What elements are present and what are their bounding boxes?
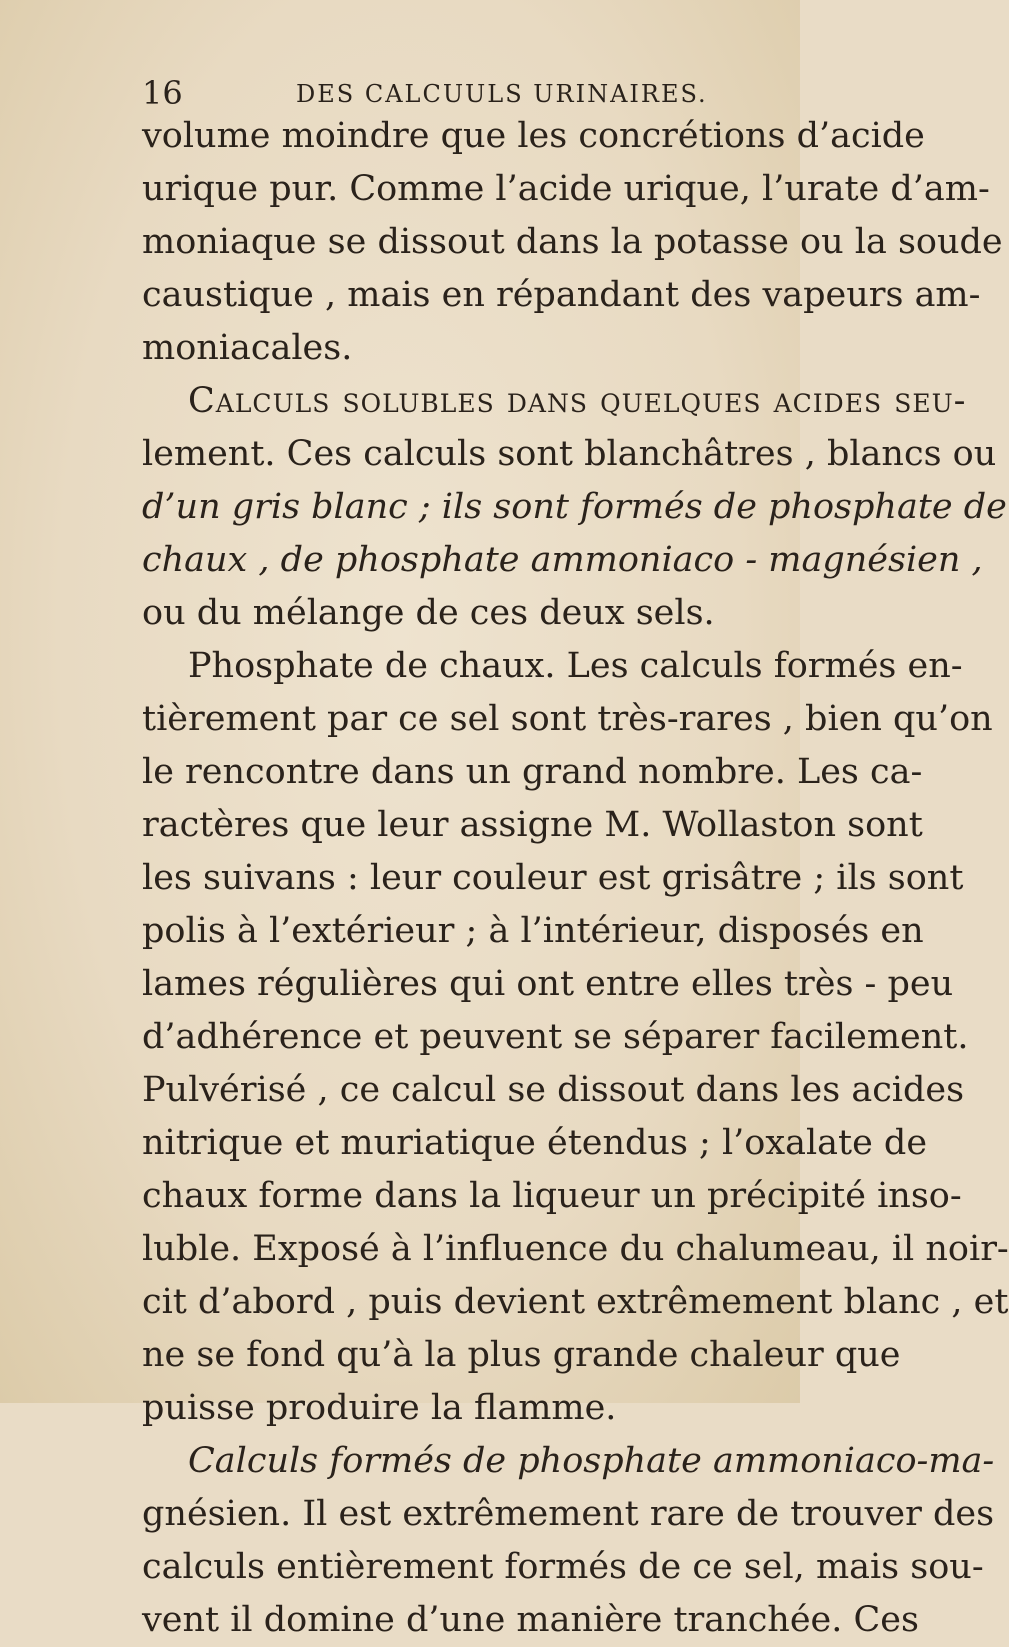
text-line: Calculs formés de phosphate ammoniaco-ma- xyxy=(188,1441,995,1481)
text-line: tièrement par ce sel sont très-rares , bien qu’on xyxy=(142,699,993,739)
text-line: cit d’abord , puis devient extrêmement blanc , et xyxy=(142,1282,1009,1322)
text-line: moniacales. xyxy=(142,328,353,368)
page-number: 16 xyxy=(142,74,183,112)
running-title: DES CALCUULS URINAIRES. xyxy=(296,80,708,108)
text-line: moniaque se dissout dans la potasse ou la soude xyxy=(142,222,1003,262)
text-line: chaux , de phosphate ammoniaco - magnésien , xyxy=(142,540,983,580)
text-line: les suivans : leur couleur est grisâtre ; ils sont xyxy=(142,858,964,898)
text-line: puisse produire la flamme. xyxy=(142,1388,617,1428)
text-line: volume moindre que les concrétions d’acide xyxy=(142,116,925,156)
text-line: gnésien. Il est extrêmement rare de trouver des xyxy=(142,1494,995,1534)
text-line: ne se fond qu’à la plus grande chaleur que xyxy=(142,1335,901,1375)
text-line: nitrique et muriatique étendus ; l’oxalate de xyxy=(142,1123,928,1163)
text-line: luble. Exposé à l’influence du chalumeau, il noir- xyxy=(142,1229,1009,1269)
text-line: urique pur. Comme l’acide urique, l’urate d’am- xyxy=(142,169,990,209)
body-text xyxy=(142,110,1009,1647)
text-line: Phosphate de chaux. Les calculs formés en- xyxy=(188,646,963,686)
text-line: chaux forme dans la liqueur un précipité inso- xyxy=(142,1176,962,1216)
text-line: d’un gris blanc ; ils sont formés de phosphate de xyxy=(142,487,1007,527)
text-line: lement. Ces calculs sont blanchâtres , blancs ou xyxy=(142,434,997,474)
text-line: ractères que leur assigne M. Wollaston sont xyxy=(142,805,923,845)
text-line: caustique , mais en répandant des vapeurs am- xyxy=(142,275,981,315)
text-line: le rencontre dans un grand nombre. Les ca- xyxy=(142,752,923,792)
page-header xyxy=(142,74,742,114)
text-line: Pulvérisé , ce calcul se dissout dans les acides xyxy=(142,1070,965,1110)
text-line: vent il domine d’une manière tranchée. Ces xyxy=(142,1600,919,1640)
section-heading: Calculs solubles dans quelques acides seu- xyxy=(188,381,967,421)
text-line: lames régulières qui ont entre elles très - peu xyxy=(142,964,954,1004)
text-line: ou du mélange de ces deux sels. xyxy=(142,593,715,633)
text-line: calculs entièrement formés de ce sel, mais sou- xyxy=(142,1547,984,1587)
text-line: polis à l’extérieur ; à l’intérieur, disposés en xyxy=(142,911,924,951)
text-line: d’adhérence et peuvent se séparer facilement. xyxy=(142,1017,969,1057)
